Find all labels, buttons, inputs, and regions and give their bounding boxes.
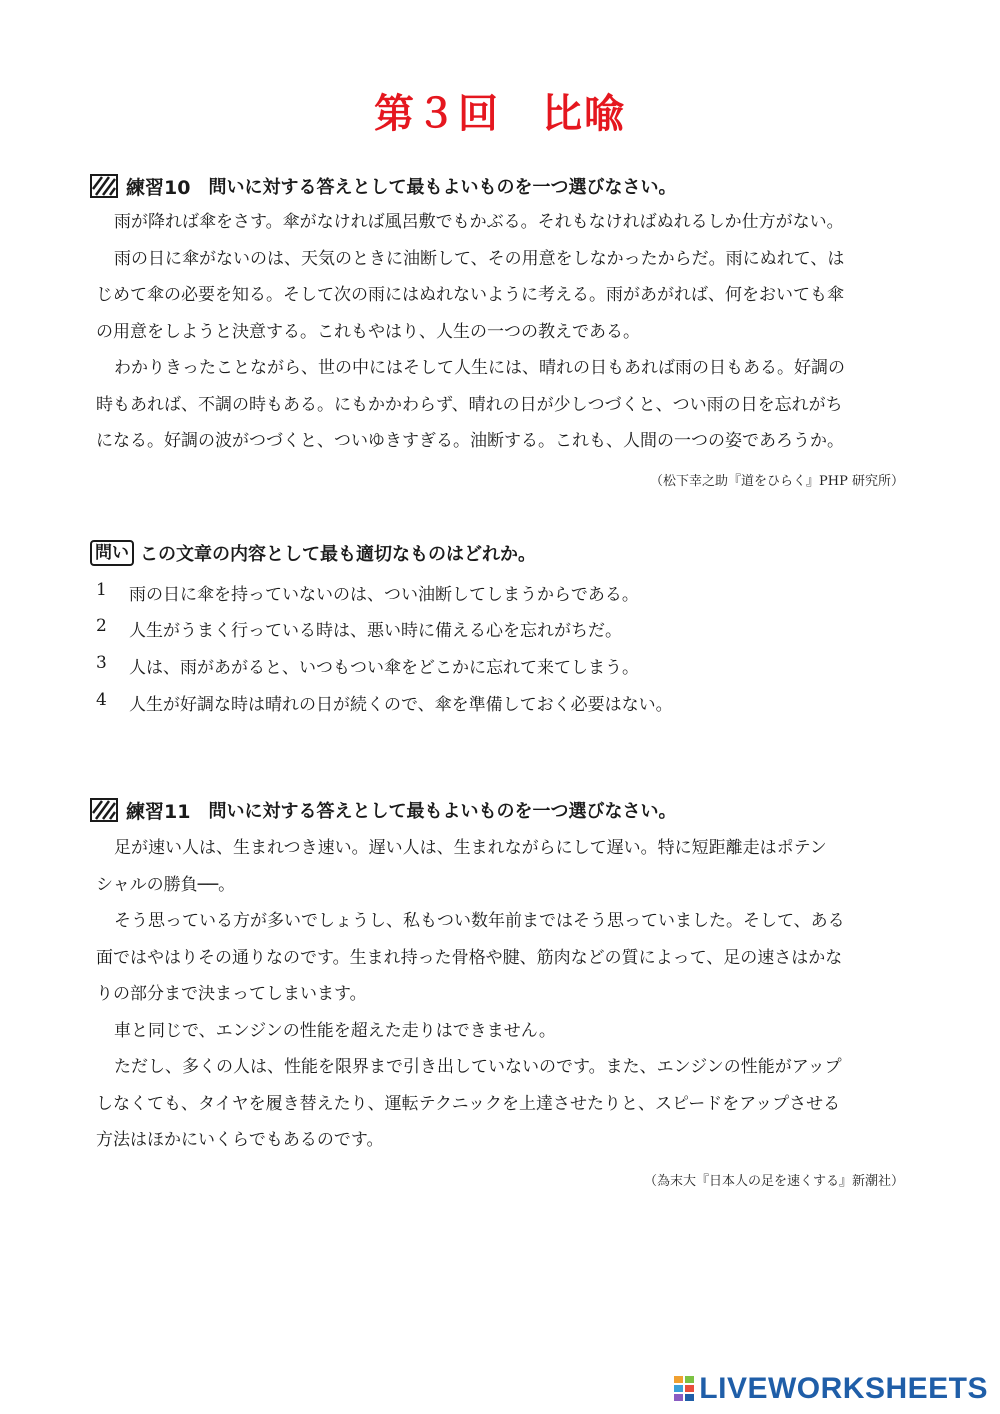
hatch-icon [90, 798, 118, 822]
exercise-11-label: 練習11 [126, 800, 191, 823]
footer-brand [673, 1372, 988, 1406]
question-text: この文章の内容として最も適切なものはどれか。 [140, 544, 536, 565]
choice-text: 人生がうまく行っている時は、悪い時に備える心を忘れがちだ。 [129, 621, 622, 641]
passage-line: わかりきったことながら、世の中にはそして人生には、晴れの日もあれば雨の日もある。好調の [114, 358, 845, 378]
passage-line: ただし、多くの人は、性能を限界まで引き出していないのです。また、エンジンの性能がアップ [114, 1057, 842, 1077]
exercise-11-passage [96, 830, 906, 1159]
exercise-11-header [90, 795, 676, 825]
passage-line: そう思っている方が多いでしょうし、私もつい数年前まではそう思っていました。そして、ある [114, 911, 845, 931]
passage-line: になる。好調の波がつづくと、ついゆきすぎる。油断する。これも、人間の一つの姿であろうか。 [96, 431, 844, 451]
passage-line: 足が速い人は、生まれつき速い。遅い人は、生まれながらにして遅い。特に短距離走はポテン [114, 838, 827, 858]
choice-number: 4 [96, 690, 107, 710]
liveworksheets-logo-icon [673, 1374, 695, 1404]
exercise-10-instruction: 問いに対する答えとして最もよいものを一つ選びなさい。 [208, 177, 677, 198]
passage-line: りの部分まで決まってしまいます。 [96, 984, 367, 1004]
choice-number: 2 [96, 616, 107, 636]
choice-1[interactable] [96, 580, 639, 605]
passage-line: シャルの勝負──。 [96, 874, 236, 895]
choice-3[interactable] [96, 653, 639, 678]
page-title: 第３回 比喩 [374, 91, 626, 137]
passage-line: 雨が降れば傘をさす。傘がなければ風呂敷でもかぶる。それもなければぬれるしか仕方がない。 [114, 212, 844, 232]
passage-line: 面ではやはりその通りなのです。生まれ持った骨格や腱、筋肉などの質によって、足の速さはかな [96, 947, 843, 968]
passage-line: 時もあれば、不調の時もある。にもかかわらず、晴れの日が少しつづくと、つい雨の日を忘れがち [96, 394, 843, 415]
passage-line: 雨の日に傘がないのは、天気のときに油断して、その用意をしなかったからだ。雨にぬれて、は [114, 248, 845, 269]
choice-number: 3 [96, 653, 107, 673]
passage-line: 方法はほかにいくらでもあるのです。 [96, 1130, 384, 1150]
passage-line: じめて傘の必要を知る。そして次の雨にはぬれないように考える。雨があがれば、何をおいても傘 [96, 285, 844, 305]
choice-number: 1 [96, 580, 107, 600]
choice-2[interactable] [96, 616, 622, 641]
exercise-10-passage [96, 204, 906, 460]
exercise-11-instruction: 問いに対する答えとして最もよいものを一つ選びなさい。 [208, 801, 677, 822]
exercise-10-label: 練習10 [126, 176, 191, 199]
passage-line: しなくても、タイヤを履き替えたり、運転テクニックを上達させたりと、スピードをアップさせる [96, 1093, 841, 1114]
question-header [90, 540, 536, 566]
choice-4[interactable] [96, 690, 673, 715]
choice-text: 人生が好調な時は晴れの日が続くので、傘を準備しておく必要はない。 [129, 695, 673, 715]
exercise-11-source: （為末大『日本人の足を速くする』新潮社） [643, 1174, 904, 1189]
passage-line: 車と同じで、エンジンの性能を超えた走りはできません。 [114, 1020, 556, 1041]
passage-line: の用意をしようと決意する。これもやはり、人生の一つの教えである。 [96, 321, 640, 342]
footer-brand-text: LIVEWORKSHEETS [699, 1372, 988, 1405]
hatch-icon [90, 174, 118, 198]
question-badge: 問い [90, 540, 134, 566]
exercise-10-header [90, 171, 676, 201]
choice-text: 雨の日に傘を持っていないのは、つい油断してしまうからである。 [129, 585, 639, 605]
choice-text: 人は、雨があがると、いつもつい傘をどこかに忘れて来てしまう。 [129, 658, 639, 678]
exercise-10-source: （松下幸之助『道をひらく』PHP 研究所） [650, 474, 904, 489]
